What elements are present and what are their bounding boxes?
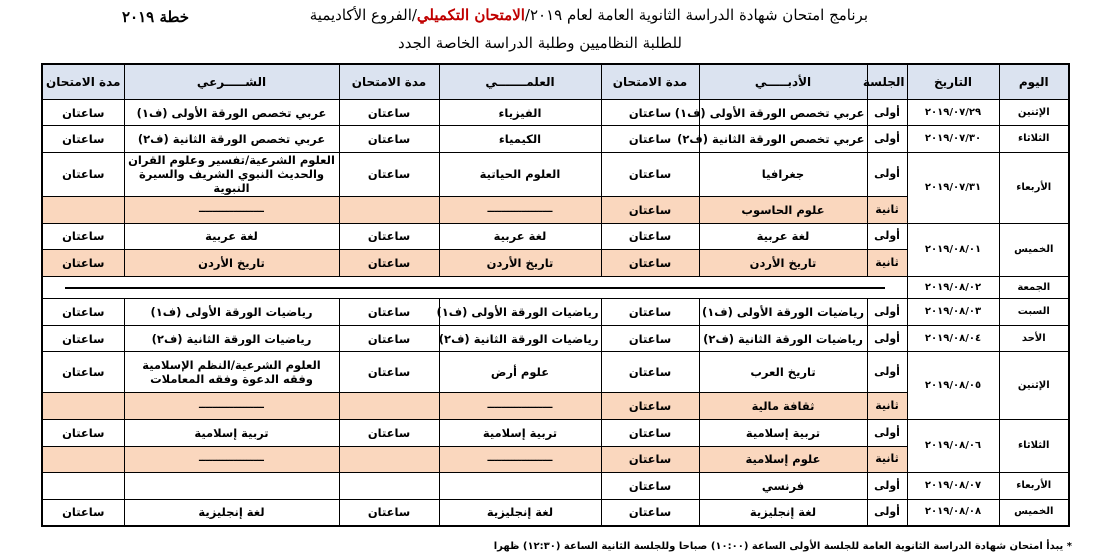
literary-duration: ساعتان [601,126,699,153]
schedule-table-wrapper [41,63,1068,527]
literary-duration: ساعتان [601,223,699,250]
session-cell: أولى [867,152,907,196]
sharia-duration: ساعتان [42,152,124,196]
scientific-duration: ساعتان [339,299,439,326]
sharia-subject: لغة عربية [124,223,339,250]
literary-duration: ساعتان [601,99,699,126]
table-row [42,299,1069,326]
scientific-subject: لغة إنجليزية [439,499,601,526]
literary-subject: عربي تخصص الورقة الثانية (ف٢) [699,126,867,153]
scientific-subject: رياضيات الورقة الأولى (ف١) [439,299,601,326]
day-cell: الثلاثاء [999,126,1069,153]
scientific-subject: علوم أرض [439,352,601,393]
scientific-subject-empty [439,473,601,500]
literary-subject: فرنسي [699,473,867,500]
scientific-duration-empty [339,446,439,473]
col-scientific: العلمـــــــي [439,64,601,99]
date-cell: ٢٠١٩/٠٨/٠٤ [907,325,999,352]
title-part2: /الفروع الأكاديمية [309,6,417,24]
table-row [42,99,1069,126]
date-cell: ٢٠١٩/٠٨/٠٥ [907,352,999,420]
schedule-table [41,63,1070,527]
scientific-subject: الفيزياء [439,99,601,126]
title-highlight: الامتحان التكميلي [416,6,525,24]
header-row [42,64,1069,99]
sharia-subject: رياضيات الورقة الثانية (ف٢) [124,325,339,352]
scientific-duration: ساعتان [339,352,439,393]
sharia-duration: ساعتان [42,352,124,393]
session-cell: ثانية [867,446,907,473]
sharia-subject-empty: ـــــــــــــــــــ [124,393,339,420]
scientific-duration: ساعتان [339,325,439,352]
date-cell: ٢٠١٩/٠٧/٢٩ [907,99,999,126]
date-cell: ٢٠١٩/٠٨/٠٧ [907,473,999,500]
footnote: * يبدأ امتحان شهادة الدراسة الثانوية العامة للجلسة الأولى الساعة (١٠:٠٠) صباحا وللجلسة الثانية الساعة (١٢:٣٠) ظهرا [493,541,1072,552]
session-cell: أولى [867,299,907,326]
scientific-duration: ساعتان [339,126,439,153]
plan-label: خطة ٢٠١٩ [122,8,190,26]
title-part1: برنامج امتحان شهادة الدراسة الثانوية العامة لعام ٢٠١٩/ [524,6,868,24]
col-session: الجلسة [867,64,907,99]
session-cell: أولى [867,499,907,526]
sharia-subject: العلوم الشرعية/النظم الإسلامية وفقه الدعوة وفقه المعاملات [124,352,339,393]
table-row [42,352,1069,393]
sharia-subject-empty: ـــــــــــــــــــ [124,446,339,473]
sharia-duration: ساعتان [42,223,124,250]
table-row [42,152,1069,196]
day-cell: الجمعة [999,276,1069,299]
divider [65,287,885,289]
scientific-duration: ساعتان [339,250,439,277]
col-literary-duration: مدة الامتحان [601,64,699,99]
table-row-friday [42,276,1069,299]
literary-subject: تاريخ العرب [699,352,867,393]
literary-subject: تربية إسلامية [699,419,867,446]
literary-subject: جغرافيا [699,152,867,196]
sharia-subject: لغة إنجليزية [124,499,339,526]
scientific-duration-empty [339,473,439,500]
day-cell: الإثنين [999,352,1069,420]
scientific-subject: الكيمياء [439,126,601,153]
sharia-duration-empty [42,446,124,473]
day-cell: الأحد [999,325,1069,352]
sharia-subject: رياضيات الورقة الأولى (ف١) [124,299,339,326]
date-cell: ٢٠١٩/٠٧/٣٠ [907,126,999,153]
col-sharia-duration: مدة الامتحان [42,64,124,99]
literary-subject: لغة عربية [699,223,867,250]
day-cell: الخميس [999,223,1069,276]
date-cell: ٢٠١٩/٠٨/٠٣ [907,299,999,326]
sharia-duration: ساعتان [42,250,124,277]
day-cell: الإثنين [999,99,1069,126]
col-day: اليوم [999,64,1069,99]
sharia-duration: ساعتان [42,126,124,153]
col-scientific-duration: مدة الامتحان [339,64,439,99]
sharia-duration: ساعتان [42,99,124,126]
session-cell: ثانية [867,393,907,420]
scientific-duration: ساعتان [339,223,439,250]
literary-duration: ساعتان [601,419,699,446]
table-row [42,499,1069,526]
sharia-duration-empty [42,393,124,420]
scientific-duration: ساعتان [339,419,439,446]
scientific-subject: تاريخ الأردن [439,250,601,277]
sharia-subject: عربي تخصص الورقة الأولى (ف١) [124,99,339,126]
session-cell: ثانية [867,196,907,223]
scientific-subject: تربية إسلامية [439,419,601,446]
literary-duration: ساعتان [601,250,699,277]
date-cell: ٢٠١٩/٠٨/٠١ [907,223,999,276]
literary-duration: ساعتان [601,196,699,223]
sharia-subject: تاريخ الأردن [124,250,339,277]
literary-duration: ساعتان [601,446,699,473]
scientific-subject: العلوم الحياتية [439,152,601,196]
session-cell: أولى [867,419,907,446]
scientific-duration: ساعتان [339,152,439,196]
scientific-duration: ساعتان [339,499,439,526]
literary-subject: رياضيات الورقة الأولى (ف١) [699,299,867,326]
sharia-duration-empty [42,473,124,500]
table-row [42,126,1069,153]
scientific-subject-empty: ـــــــــــــــــــ [439,446,601,473]
session-cell: أولى [867,352,907,393]
literary-duration: ساعتان [601,325,699,352]
literary-duration: ساعتان [601,473,699,500]
literary-subject: تاريخ الأردن [699,250,867,277]
sharia-duration: ساعتان [42,299,124,326]
literary-subject: لغة إنجليزية [699,499,867,526]
day-cell: الأربعاء [999,152,1069,223]
session-cell: أولى [867,99,907,126]
no-exam-line [42,276,907,299]
scientific-duration: ساعتان [339,99,439,126]
table-row [42,223,1069,250]
col-date: التاريخ [907,64,999,99]
date-cell: ٢٠١٩/٠٨/٠٦ [907,419,999,472]
sharia-subject: تربية إسلامية [124,419,339,446]
literary-duration: ساعتان [601,393,699,420]
literary-subject: رياضيات الورقة الثانية (ف٢) [699,325,867,352]
scientific-subject: لغة عربية [439,223,601,250]
scientific-subject-empty: ـــــــــــــــــــ [439,196,601,223]
table-row [42,419,1069,446]
col-sharia: الشـــــرعي [124,64,339,99]
literary-duration: ساعتان [601,499,699,526]
literary-subject: عربي تخصص الورقة الأولى (ف١) [699,99,867,126]
literary-duration: ساعتان [601,352,699,393]
col-literary: الأدبـــــي [699,64,867,99]
date-cell: ٢٠١٩/٠٧/٣١ [907,152,999,223]
sharia-subject: عربي تخصص الورقة الثانية (ف٢) [124,126,339,153]
table-row [42,473,1069,500]
day-cell: السبت [999,299,1069,326]
scientific-subject-empty: ـــــــــــــــــــ [439,393,601,420]
literary-duration: ساعتان [601,299,699,326]
table-row [42,325,1069,352]
page-subtitle: للطلبة النظاميين وطلبة الدراسة الخاصة الجدد [398,34,682,52]
literary-subject: علوم إسلامية [699,446,867,473]
date-cell: ٢٠١٩/٠٨/٠٢ [907,276,999,299]
session-cell: أولى [867,126,907,153]
literary-subject: ثقافة مالية [699,393,867,420]
session-cell: أولى [867,325,907,352]
date-cell: ٢٠١٩/٠٨/٠٨ [907,499,999,526]
scientific-subject: رياضيات الورقة الثانية (ف٢) [439,325,601,352]
literary-subject: علوم الحاسوب [699,196,867,223]
scientific-duration-empty [339,196,439,223]
sharia-duration: ساعتان [42,499,124,526]
sharia-subject: العلوم الشرعية/تفسير وعلوم القران والحديث النبوي الشريف والسيرة النبوية [124,152,339,196]
day-cell: الأربعاء [999,473,1069,500]
session-cell: أولى [867,223,907,250]
day-cell: الخميس [999,499,1069,526]
page-title [268,6,868,24]
sharia-subject-empty [124,473,339,500]
sharia-subject-empty: ـــــــــــــــــــ [124,196,339,223]
scientific-duration-empty [339,393,439,420]
sharia-duration-empty [42,196,124,223]
sharia-duration: ساعتان [42,325,124,352]
literary-duration: ساعتان [601,152,699,196]
day-cell: الثلاثاء [999,419,1069,472]
sharia-duration: ساعتان [42,419,124,446]
session-cell: أولى [867,473,907,500]
session-cell: ثانية [867,250,907,277]
